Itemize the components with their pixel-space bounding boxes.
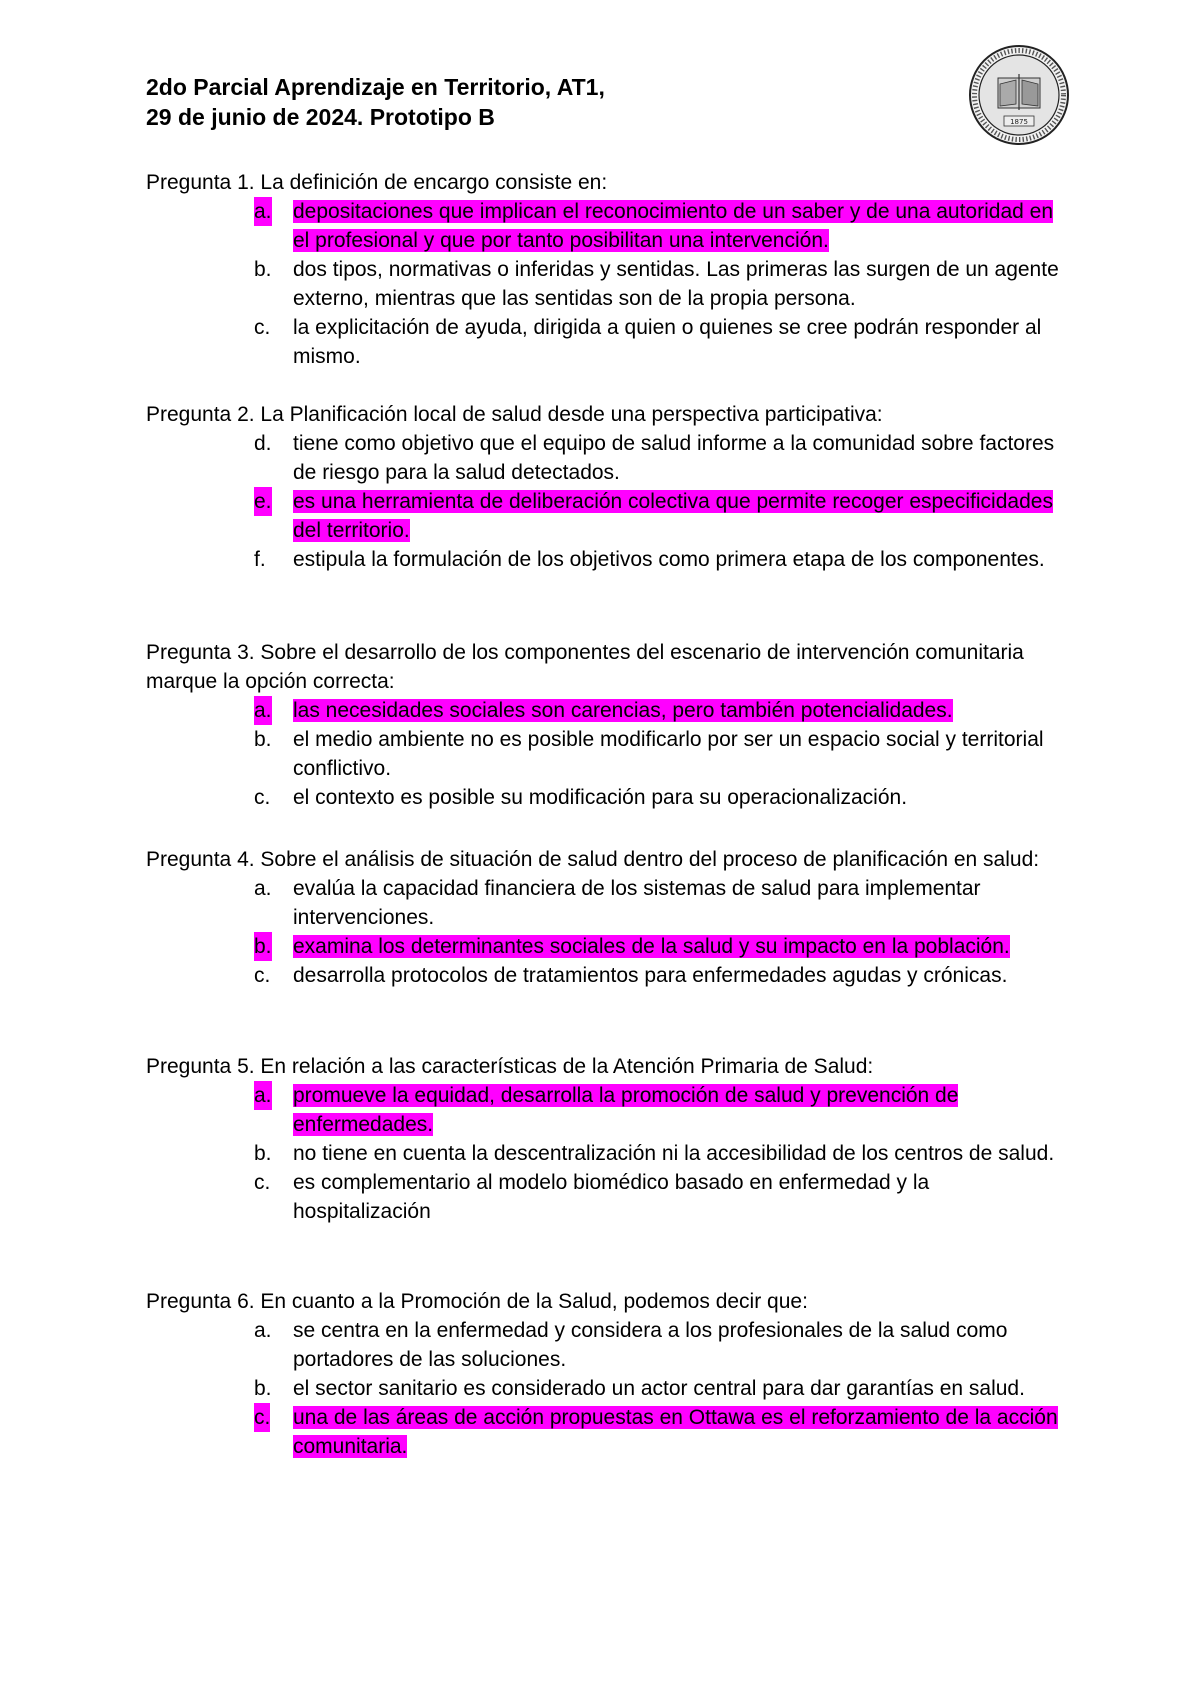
option-letter: a.: [254, 696, 272, 725]
question-4: [146, 845, 1066, 990]
option-letter: b.: [254, 728, 272, 751]
answer-option: [146, 487, 1066, 545]
exam-title-line-2: 29 de junio de 2024. Prototipo B: [146, 104, 495, 130]
option-letter: b.: [254, 1377, 272, 1400]
question-2: [146, 400, 1066, 574]
option-letter: b.: [254, 932, 272, 961]
option-letter: a.: [254, 877, 272, 900]
answer-option: [146, 1081, 1066, 1139]
option-text: el contexto es posible su modificación para su operacionalización.: [293, 786, 908, 809]
option-text: el sector sanitario es considerado un actor central para dar garantías en salud.: [293, 1377, 1025, 1400]
option-letter: c.: [254, 786, 271, 809]
question-stem: Pregunta 4. Sobre el análisis de situación de salud dentro del proceso de planificación en salud:: [146, 848, 1040, 871]
option-text: es complementario al modelo biomédico basado en enfermedad y la hospitalización: [293, 1171, 930, 1223]
answer-option: [146, 313, 1066, 371]
answer-option: [146, 1168, 1066, 1226]
answer-options: [146, 696, 1066, 812]
answer-option: [146, 429, 1066, 487]
answer-options: [146, 1316, 1066, 1461]
highlighted-answer-text: las necesidades sociales son carencias, pero también potencialidades.: [293, 699, 953, 722]
option-text: la explicitación de ayuda, dirigida a quien o quienes se cree podrán responder al mismo.: [293, 316, 1042, 368]
option-letter: f.: [254, 548, 266, 571]
option-letter: a.: [254, 197, 272, 226]
option-text: dos tipos, normativas o inferidas y sentidas. Las primeras las surgen de un agente externo, mientras que las sentidas son de la propia persona.: [293, 258, 1059, 310]
answer-options: [146, 1081, 1066, 1226]
exam-title: [146, 72, 605, 132]
exam-title-line-1: 2do Parcial Aprendizaje en Territorio, AT1,: [146, 74, 605, 100]
option-text: desarrolla protocolos de tratamientos para enfermedades agudas y crónicas.: [293, 964, 1008, 987]
answer-options: [146, 197, 1066, 371]
answer-options: [146, 874, 1066, 990]
answer-option: [146, 255, 1066, 313]
answer-options: [146, 429, 1066, 574]
faculty-seal-logo: [968, 44, 1070, 146]
option-text: evalúa la capacidad financiera de los sistemas de salud para implementar intervenciones.: [293, 877, 981, 929]
question-stem: Pregunta 1. La definición de encargo consiste en:: [146, 171, 608, 194]
option-letter: c.: [254, 964, 271, 987]
option-letter: d.: [254, 432, 272, 455]
option-letter: a.: [254, 1081, 272, 1110]
answer-option: [146, 1374, 1066, 1403]
seal-year-text: 1875: [1010, 118, 1028, 126]
option-text: se centra en la enfermedad y considera a los profesionales de la salud como portadores de las soluciones.: [293, 1319, 1008, 1371]
option-text: no tiene en cuenta la descentralización ni la accesibilidad de los centros de salud.: [293, 1142, 1055, 1165]
answer-option: [146, 932, 1066, 961]
option-letter: c.: [254, 1403, 270, 1432]
answer-option: [146, 961, 1066, 990]
answer-option: [146, 545, 1066, 574]
question-1: [146, 168, 1066, 371]
answer-option: [146, 1403, 1066, 1461]
highlighted-answer-text: examina los determinantes sociales de la salud y su impacto en la población.: [293, 935, 1010, 958]
option-letter: c.: [254, 1171, 271, 1194]
question-5: [146, 1052, 1066, 1226]
question-stem: Pregunta 2. La Planificación local de salud desde una perspectiva participativa:: [146, 403, 883, 426]
answer-option: [146, 197, 1066, 255]
highlighted-answer-text: depositaciones que implican el reconocimiento de un saber y de una autoridad en el profesional y que por tanto posibilitan una intervención.: [293, 200, 1053, 252]
option-text: tiene como objetivo que el equipo de salud informe a la comunidad sobre factores de riesgo para la salud detectados.: [293, 432, 1055, 484]
option-letter: a.: [254, 1319, 272, 1342]
option-text: el medio ambiente no es posible modificarlo por ser un espacio social y territorial conflictivo.: [293, 728, 1044, 780]
question-6: [146, 1287, 1066, 1461]
question-stem: Pregunta 6. En cuanto a la Promoción de la Salud, podemos decir que:: [146, 1290, 808, 1313]
question-3: [146, 638, 1066, 812]
answer-option: [146, 696, 1066, 725]
option-text: estipula la formulación de los objetivos como primera etapa de los componentes.: [293, 548, 1045, 571]
option-letter: c.: [254, 316, 271, 339]
option-letter: e.: [254, 487, 272, 516]
answer-option: [146, 874, 1066, 932]
question-stem: Pregunta 3. Sobre el desarrollo de los componentes del escenario de intervención comunitaria marque la opción correcta:: [146, 641, 1024, 693]
answer-option: [146, 783, 1066, 812]
question-stem: Pregunta 5. En relación a las características de la Atención Primaria de Salud:: [146, 1055, 874, 1078]
highlighted-answer-text: es una herramienta de deliberación colectiva que permite recoger especificidades del territorio.: [293, 490, 1053, 542]
answer-option: [146, 1139, 1066, 1168]
highlighted-answer-text: promueve la equidad, desarrolla la promoción de salud y prevención de enfermedades.: [293, 1084, 959, 1136]
answer-option: [146, 725, 1066, 783]
answer-option: [146, 1316, 1066, 1374]
highlighted-answer-text: una de las áreas de acción propuestas en Ottawa es el reforzamiento de la acción comunitaria.: [293, 1406, 1058, 1458]
option-letter: b.: [254, 258, 272, 281]
option-letter: b.: [254, 1142, 272, 1165]
